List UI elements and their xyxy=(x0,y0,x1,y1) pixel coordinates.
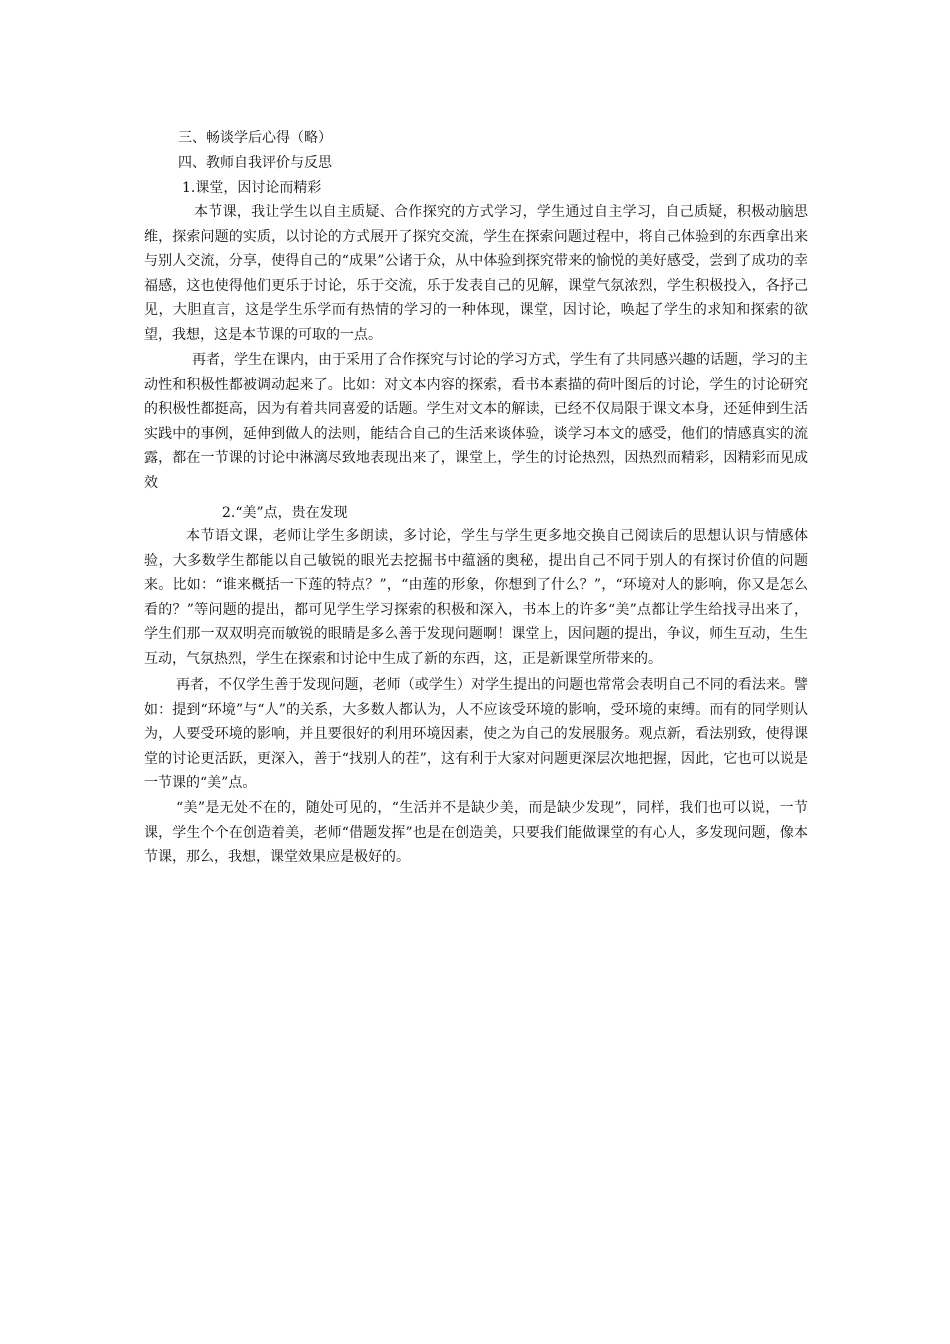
paragraph-5: “美”是无处不在的，随处可见的，“生活并不是缺少美，而是缺少发现”，同样，我们也可以说，一节课，学生个个在创造着美，老师“借题发挥”也是在创造美，只要我们能做课堂的有心人，多发现问题，像本节课，那么，我想，课堂效果应是极好的。 xyxy=(144,800,808,866)
subheading-1: 1.课堂，因讨论而精彩 xyxy=(182,180,322,196)
paragraph-1: 本节课，我让学生以自主质疑、合作探究的方式学习，学生通过自主学习，自己质疑，积极动脑思维，探索问题的实质，以讨论的方式展开了探究交流，学生在探索问题过程中，将自己体验到的东西拿出来与别人交流，分享，使得自己的“成果”公诸于众，从中体验到探究带来的愉悦的美好感受，尝到了成功的幸福感，这也使得他们更乐于讨论，乐于交流，乐于发表自己的见解，课堂气氛浓烈，学生积极投入，各抒己见，大胆直言，这是学生乐学而有热情的学习的一种体现，课堂，因讨论，唤起了学生的求知和探索的欲望，我想，这是本节课的可取的一点。 xyxy=(144,204,808,343)
paragraph-4: 再者，不仅学生善于发现问题，老师（或学生）对学生提出的问题也常常会表明自己不同的看法来。譬如：提到“环境”与“人”的关系，大多数人都认为，人不应该受环境的影响，受环境的束缚。而有的同学则认为，人要受环境的影响，并且要很好的利用环境因素，使之为自己的发展服务。观点新，看法别致，使得课堂的讨论更活跃，更深入，善于“找别人的茬”，这有利于大家对问题更深层次地把握，因此，它也可以说是一节课的“美”点。 xyxy=(144,677,808,792)
subheading-2: 2.“美”点，贵在发现 xyxy=(222,505,348,521)
heading-3: 三、畅谈学后心得（略） xyxy=(178,130,332,146)
paragraph-2: 再者，学生在课内，由于采用了合作探究与讨论的学习方式，学生有了共同感兴趣的话题，学习的主动性和积极性都被调动起来了。比如：对文本内容的探索，看书本素描的荷叶图后的讨论，学生的讨论研究的积极性都挺高，因为有着共同喜爱的话题。学生对文本的解读，已经不仅局限于课文本身，还延伸到生活实践中的事例，延伸到做人的法则，能结合自己的生活来谈体验，谈学习本文的感受，他们的情感真实的流露，都在一节课的讨论中淋漓尽致地表现出来了，课堂上，学生的讨论热烈，因热烈而精彩，因精彩而见成效 xyxy=(144,352,808,491)
paragraph-3: 本节语文课，老师让学生多朗读，多讨论，学生与学生更多地交换自己阅读后的思想认识与情感体验，大多数学生都能以自己敏锐的眼光去挖掘书中蕴涵的奥秘，提出自己不同于别人的有探讨价值的问题来。比如：“谁来概括一下莲的特点？”，“由莲的形象，你想到了什么？”，“环境对人的影响，你又是怎么看的？”等问题的提出，都可见学生学习探索的积极和深入，书本上的许多“美”点都让学生给找寻出来了，学生们那一双双明亮而敏锐的眼睛是多么善于发现问题啊！课堂上，因问题的提出，争议，师生互动，生生互动，气氛热烈，学生在探索和讨论中生成了新的东西，这，正是新课堂所带来的。 xyxy=(144,528,808,667)
heading-4: 四、教师自我评价与反思 xyxy=(178,155,332,171)
